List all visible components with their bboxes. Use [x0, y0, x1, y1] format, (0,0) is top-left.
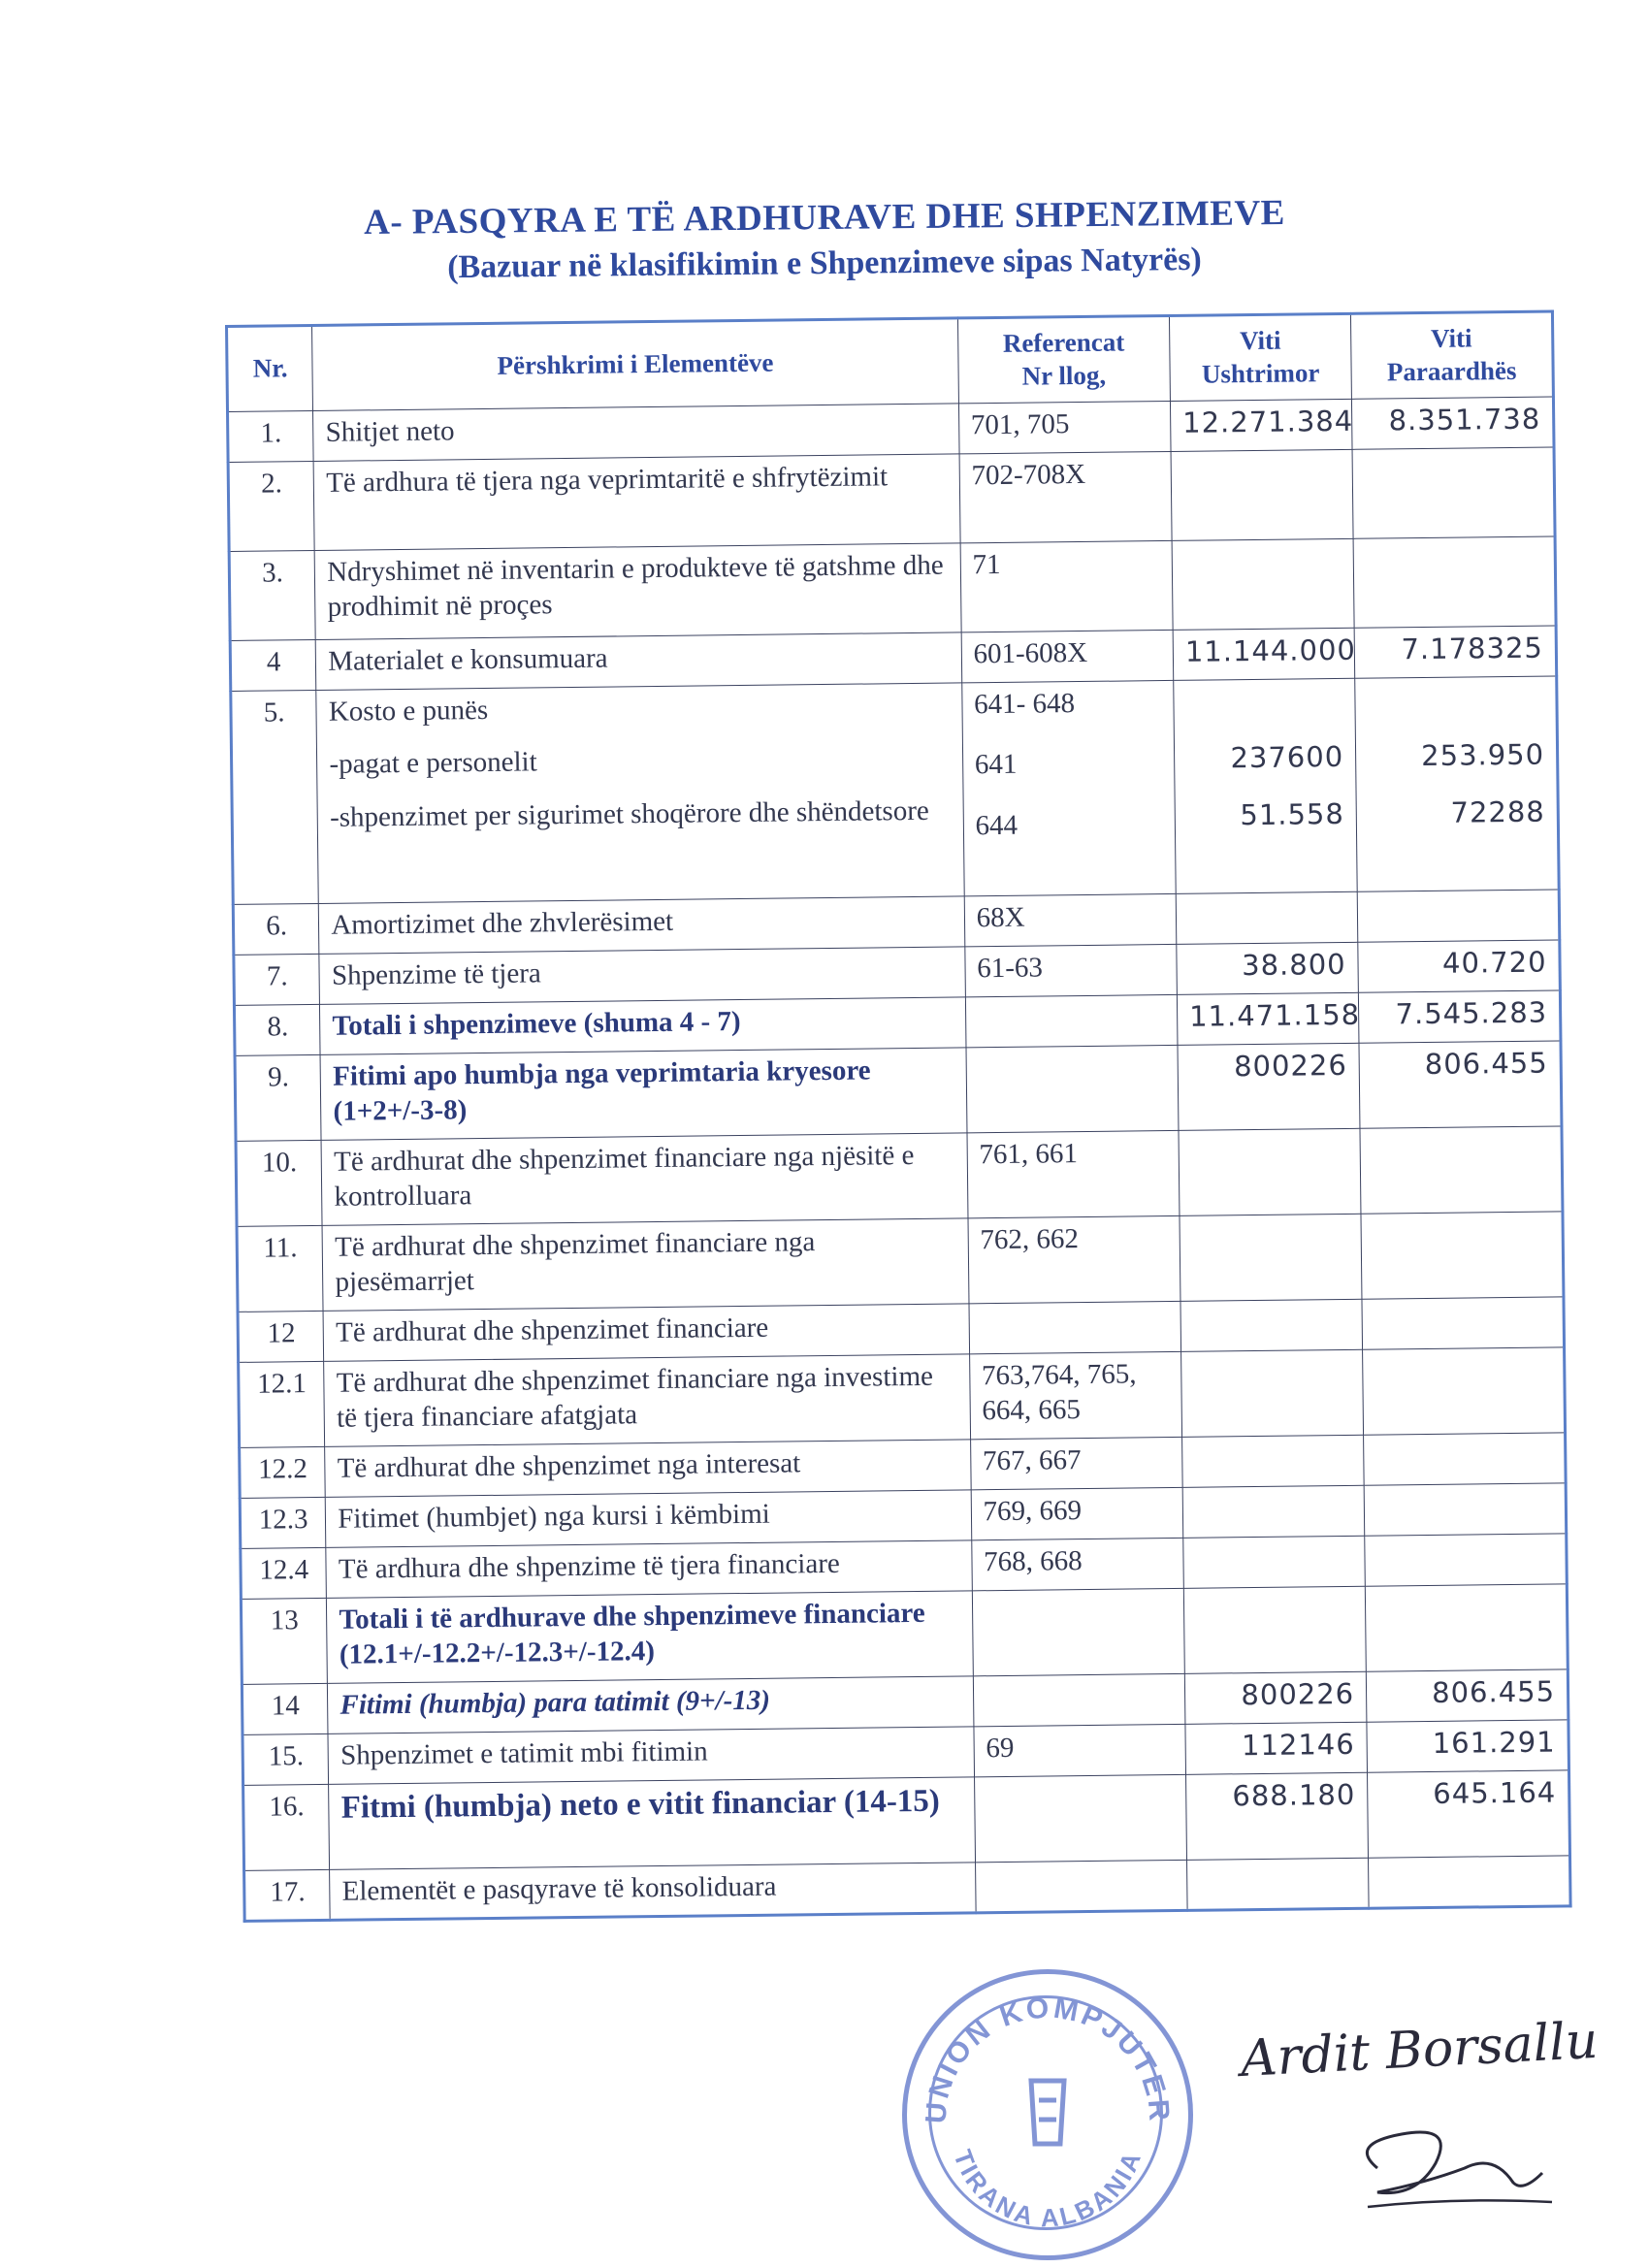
row-current-value [1180, 1214, 1362, 1301]
sub-item-description: -shpenzimet per sigurimet shoqërore dhe shëndetsore [329, 794, 929, 833]
row-current-value [1181, 1349, 1364, 1437]
row-description: Totali i shpenzimeve (shuma 4 - 7) [320, 997, 966, 1055]
table-header-row [227, 311, 1554, 412]
row-description: Të ardhura të tjera nga veprimtaritë e shfrytëzimit [313, 454, 959, 551]
row-previous-value: 8.351.738 [1352, 397, 1555, 449]
row-previous-value [1369, 1856, 1571, 1908]
header-reference-line2: Nr llog, [1021, 360, 1107, 391]
row-previous-value: 806.455 [1366, 1669, 1568, 1722]
row-reference-main: 641- 648 [973, 688, 1076, 721]
row-current-value [1182, 1485, 1365, 1538]
row-description: Shpenzime të tjera [319, 947, 965, 1005]
row-previous-value: 161.291 [1367, 1720, 1569, 1772]
sub-item-current-value: 237600 [1230, 740, 1344, 775]
row-current-value [1171, 449, 1353, 540]
header-previous-year [1351, 311, 1554, 399]
row-reference: 69 [974, 1724, 1186, 1776]
row-previous-value: 40.720 [1358, 940, 1561, 992]
row-description-main: Kosto e punës [328, 694, 489, 728]
row-number: 11. [237, 1225, 323, 1312]
sub-item-reference: 641 [974, 749, 1018, 781]
stamp-text-top: UNION KOMPJUTER [920, 1992, 1176, 2125]
row-previous-value: 7.545.283 [1358, 990, 1561, 1043]
row-description: Të ardhurat dhe shpenzimet financiare nga pjesëmarrjet [322, 1218, 968, 1312]
table-row [229, 536, 1556, 641]
row-number: 3. [229, 550, 315, 640]
row-number: 16. [243, 1784, 330, 1870]
row-reference [975, 1860, 1187, 1912]
table-row [231, 676, 1559, 904]
row-description: Amortizimet dhe zhvlerësimet [319, 896, 965, 955]
row-current-value: 12.271.384 [1170, 399, 1352, 451]
row-number: 8. [234, 1004, 320, 1055]
row-description: Të ardhurat dhe shpenzimet financiare nga investime të tjera financiare afatgjata [324, 1354, 970, 1447]
row-number: 7. [234, 954, 320, 1005]
svg-text:TIRANA ALBANIA [948, 2146, 1148, 2232]
row-previous-value [1361, 1212, 1564, 1299]
row-number: 12 [238, 1311, 324, 1362]
row-description: Materialet e konsumuara [316, 632, 962, 691]
row-current-value: 800226 [1178, 1043, 1360, 1130]
row-current-value [1176, 891, 1358, 944]
row-previous-value: 7.178325 [1354, 626, 1557, 678]
row-previous-value [1352, 447, 1555, 538]
row-previous-value [1365, 1584, 1568, 1671]
row-reference: 768, 668 [971, 1538, 1183, 1590]
sub-item-description: -pagat e personelit [329, 746, 537, 781]
row-description: Të ardhura dhe shpenzime të tjera financiare [326, 1540, 972, 1599]
header-reference [957, 315, 1170, 403]
row-previous-value [1364, 1433, 1567, 1485]
row-reference: 762, 662 [968, 1215, 1180, 1303]
row-number: 12.3 [240, 1497, 326, 1548]
statement-sheet [225, 309, 1573, 2012]
row-previous-value [1357, 890, 1560, 942]
row-number: 14 [242, 1683, 328, 1734]
row-description [316, 683, 964, 904]
row-reference: 769, 669 [971, 1487, 1183, 1539]
row-number: 1. [228, 410, 314, 462]
row-description: Fitimi apo humbja nga veprimtaria kryesore (1+2+/-3-8) [320, 1048, 966, 1141]
row-previous-value [1360, 1126, 1563, 1214]
row-description: Shitjet neto [313, 404, 959, 462]
row-reference: 767, 667 [970, 1437, 1182, 1489]
row-number: 12.1 [239, 1361, 325, 1447]
row-description: Totali i të ardhurave dhe shpenzimeve financiare (12.1+/-12.2+/-12.3+/-12.4) [327, 1591, 973, 1684]
row-number: 2. [228, 461, 314, 551]
header-description: Përshkrimi i Elementëve [312, 318, 958, 411]
header-reference-line1: Referencat [1002, 327, 1125, 359]
signature-name: Ardit Borsallu [1239, 2011, 1600, 2089]
row-current-value: 11.471.158 [1177, 992, 1359, 1045]
row-number: 13 [241, 1598, 327, 1684]
header-previous-line2: Paraardhës [1386, 355, 1517, 387]
row-reference [965, 994, 1178, 1047]
row-current-value: 112146 [1185, 1722, 1368, 1774]
row-previous-value [1362, 1297, 1565, 1349]
row-reference: 68X [964, 893, 1177, 946]
svg-text:Ardit Borsallu [1236, 2012, 1600, 2089]
row-reference: 61-63 [964, 944, 1177, 996]
stamp-graphic [907, 1974, 1188, 2255]
row-previous-value: 806.455 [1359, 1041, 1562, 1128]
table-row [236, 1126, 1563, 1227]
table-row [228, 447, 1555, 552]
row-current-value [1174, 678, 1358, 893]
handwritten-signature [1232, 1998, 1649, 2251]
row-number: 12.4 [241, 1547, 327, 1599]
income-statement-table [225, 309, 1572, 1922]
row-number: 6. [233, 903, 319, 955]
header-previous-line1: Viti [1430, 323, 1472, 354]
row-reference: 763,764, 765, 664, 665 [969, 1351, 1181, 1439]
row-current-value: 38.800 [1177, 942, 1359, 994]
row-number: 5. [231, 690, 319, 904]
header-current-line2: Ushtrimor [1201, 358, 1320, 389]
table-row [241, 1584, 1568, 1685]
row-current-value: 800226 [1184, 1671, 1367, 1724]
row-description: Fitimet (humbjet) nga kursi i këmbimi [326, 1490, 972, 1548]
row-current-value [1186, 1858, 1369, 1910]
row-reference [973, 1673, 1185, 1726]
row-reference: 761, 661 [967, 1130, 1180, 1217]
row-description: Shpenzimet e tatimit mbi fitimin [328, 1727, 974, 1785]
row-reference: 701, 705 [958, 401, 1171, 453]
row-current-value: 11.144.000 [1173, 628, 1355, 680]
row-previous-value [1353, 536, 1556, 628]
row-previous-value [1363, 1347, 1566, 1435]
row-number: 9. [235, 1054, 321, 1141]
row-current-value [1172, 538, 1354, 630]
sub-item-current-value: 51.558 [1240, 796, 1345, 831]
row-number: 17. [244, 1869, 331, 1921]
row-number: 15. [242, 1733, 329, 1785]
row-description: Të ardhurat dhe shpenzimet financiare nga njësitë e kontrolluara [321, 1133, 967, 1226]
svg-text:UNION KOMPJUTER [920, 1992, 1175, 2124]
table-row [239, 1347, 1566, 1448]
sub-item-previous-value: 72288 [1450, 794, 1545, 829]
stamp-emblem-icon [1031, 2081, 1064, 2144]
table-row [237, 1212, 1564, 1312]
row-current-value [1180, 1299, 1363, 1351]
row-current-value: 688.180 [1185, 1772, 1368, 1860]
row-previous-value [1355, 676, 1559, 891]
row-description: Të ardhurat dhe shpenzimet financiare [323, 1304, 969, 1362]
row-reference [972, 1588, 1184, 1675]
header-nr: Nr. [227, 325, 313, 411]
row-reference: 601-608X [961, 630, 1174, 682]
row-reference [961, 680, 1176, 895]
row-description: Elementët e pasqyrave të konsoliduara [330, 1863, 976, 1921]
row-reference: 71 [960, 540, 1173, 632]
row-previous-value [1364, 1483, 1567, 1536]
row-number: 12.2 [240, 1446, 326, 1498]
company-stamp [902, 1969, 1193, 2260]
sub-item-reference: 644 [975, 809, 1018, 841]
stamp-text-bottom: TIRANA ALBANIA [948, 2145, 1148, 2233]
sub-item-previous-value: 253.950 [1420, 737, 1545, 773]
row-previous-value [1365, 1534, 1568, 1586]
row-reference [966, 1045, 1179, 1132]
table-row [243, 1770, 1570, 1871]
header-current-year [1169, 313, 1351, 401]
page-title: A- PASQYRA E TË ARDHURAVE DHE SHPENZIMEVE [363, 193, 1286, 243]
table-row [235, 1041, 1562, 1142]
row-current-value [1179, 1128, 1361, 1215]
row-reference: 702-708X [959, 451, 1172, 542]
row-description: Fitimi (humbja) para tatimit (9+/-13) [328, 1676, 974, 1734]
header-current-line1: Viti [1239, 325, 1281, 356]
row-description: Fitmi (humbja) neto e vitit financiar (14-15) [329, 1777, 975, 1870]
row-number: 10. [236, 1140, 322, 1226]
row-reference [969, 1301, 1181, 1353]
row-reference [974, 1774, 1186, 1862]
row-number: 4 [230, 639, 316, 691]
page-subtitle: (Bazuar në klasifikimin e Shpenzimeve sipas Natyrës) [447, 241, 1202, 286]
row-description: Ndryshimet në inventarin e produkteve të gatshme dhe prodhimit në proçes [315, 543, 961, 640]
row-description: Të ardhurat dhe shpenzimet nga interesat [325, 1440, 971, 1498]
row-current-value [1183, 1536, 1366, 1588]
row-current-value [1183, 1586, 1366, 1673]
row-previous-value: 645.164 [1368, 1770, 1570, 1858]
row-current-value [1182, 1435, 1365, 1487]
